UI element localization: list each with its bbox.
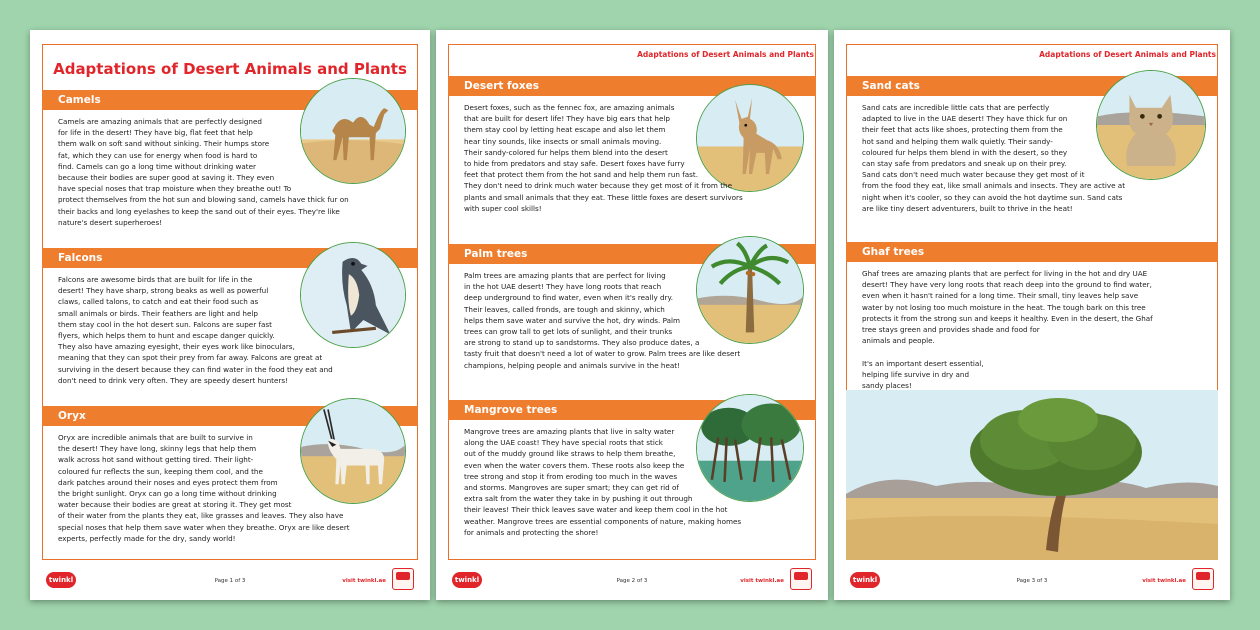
- site-link[interactable]: visit twinkl.ae: [342, 578, 386, 584]
- text-line: are like tiny desert adventurers, built to thrive in the heat!: [862, 203, 1073, 213]
- text-line: Oryx are incredible animals that are built to survive in: [58, 433, 253, 442]
- text-line: tree stays green and provides shade and food for: [862, 325, 1040, 335]
- text-line: Their sandy-colored fur helps them blend into the desert: [464, 147, 668, 157]
- text-line: experts, perfectly made for the dry, sandy world!: [58, 533, 236, 543]
- text-line: hot sand and helping them walk quietly. Their sandy-: [862, 136, 1053, 146]
- text-line: walk across hot sand without getting tired. Their light-: [58, 455, 254, 465]
- site-link[interactable]: visit twinkl.ae: [1142, 578, 1186, 584]
- text-line: desert! They have very long roots that reach deep into the ground to find water,: [862, 280, 1152, 290]
- heading-text: Mangrove trees: [464, 404, 558, 416]
- text-line: Their leaves, called fronds, are tough and skinny, which: [464, 304, 665, 314]
- page-number: Page 1 of 3: [214, 578, 246, 584]
- text-line: their feet that acts like shoes, protecting them from the: [862, 125, 1063, 135]
- text-line: extra salt from the water they take in by pushing it out through: [464, 494, 693, 504]
- text-line: their backs and long eyelashes to keep the sand out of their eyes. They're like: [58, 206, 340, 216]
- text-line: water because their bodies are great at storing it. They get most: [58, 500, 292, 510]
- text-line: from the food they eat, like small animals and insects. They are active at: [862, 181, 1126, 191]
- text-line: nature's desert superheroes!: [58, 217, 163, 227]
- ghaf-tree-illustration: [846, 390, 1218, 560]
- text-line: dark patches around their noses and eyes protect them from: [58, 477, 278, 487]
- page-number: Page 3 of 3: [1016, 578, 1048, 584]
- text-line: helps them save water and survive the hot, dry winds. Palm: [464, 315, 680, 325]
- heading-text: Palm trees: [464, 248, 528, 260]
- text-line: the desert! They have long, skinny legs that help them: [58, 444, 257, 454]
- desert-foxes-text: [464, 102, 743, 214]
- heading-text: Desert foxes: [464, 80, 539, 92]
- text-line: plants and small animals that they eat. These little foxes are desert survivors: [464, 192, 743, 202]
- text-line: their leaves! Their thick leaves save water and keep them cool in the hot: [464, 505, 728, 515]
- badge-icon: [392, 568, 414, 590]
- site-link[interactable]: visit twinkl.ae: [740, 578, 784, 584]
- text-line: tree strong and stop it from eroding too much in the waves: [464, 471, 678, 481]
- text-line: Palm trees are amazing plants that are perfect for living: [464, 271, 666, 280]
- text-line: fat, which they can use for energy when food is hard to: [58, 150, 258, 160]
- page-3: [834, 30, 1230, 600]
- twinkl-logo: twinkl: [850, 572, 880, 588]
- badge-icon: [1192, 568, 1214, 590]
- text-line: that are built for desert life! They have big ears that help: [464, 114, 670, 124]
- text-line: coloured fur helps them blend in with the desert, so they: [862, 147, 1068, 157]
- text-line: surviving in the desert because they can find water in the food they eat and: [58, 364, 333, 374]
- text-line: for life in the desert! They have big, flat feet that help: [58, 128, 253, 138]
- oryx-text: [58, 432, 350, 544]
- text-line: to hide from predators and stay safe. Desert foxes have furry: [464, 159, 685, 169]
- falcons-text: [58, 274, 333, 386]
- document-title: Adaptations of Desert Animals and Plants: [53, 60, 407, 78]
- text-line: them stay cool in the hot desert sun. Falcons are super fast: [58, 319, 272, 329]
- text-line: the bright sunlight. Oryx can go a long time without drinking: [58, 489, 277, 499]
- ghaf-trees-text: [862, 268, 1153, 346]
- camels-text: [58, 116, 349, 228]
- heading-text: Sand cats: [862, 80, 920, 92]
- text-line: for animals and protecting the shore!: [464, 527, 599, 537]
- text-line: They also have amazing eyesight, their eyes work like binoculars,: [58, 342, 295, 352]
- text-line: animals and people.: [862, 336, 935, 346]
- text-line: They don't need to drink much water because they get most of it from the: [464, 181, 733, 191]
- text-line: sandy places!: [862, 381, 912, 391]
- text-line: find. Camels can go a long time without drinking water: [58, 161, 256, 171]
- page-1: [30, 30, 430, 600]
- text-line: desert! They have sharp, strong beaks as well as powerful: [58, 286, 269, 296]
- text-line: trees can grow tall to get lots of sunlight, and their trunks: [464, 327, 673, 337]
- page-number: Page 2 of 3: [616, 578, 648, 584]
- text-line: don't need to drink very often. They are speedy desert hunters!: [58, 375, 288, 385]
- text-line: special noses that help them save water when they breathe. Oryx are like desert: [58, 522, 350, 532]
- section-heading-ghaf-trees: [846, 242, 1218, 262]
- text-line: Sand cats are incredible little cats that are perfectly: [862, 103, 1050, 112]
- text-line: them walk on soft sand without sinking. Their humps store: [58, 139, 270, 149]
- palm-trees-text: [464, 270, 740, 371]
- ghaf-closing-text: [862, 358, 984, 392]
- text-line: even when the water covers them. These roots also keep the: [464, 460, 685, 470]
- text-line: It's an important desert essential,: [862, 359, 984, 368]
- heading-text: Falcons: [58, 252, 103, 264]
- text-line: out of the muddy ground like straws to help them breathe,: [464, 449, 676, 459]
- text-line: Ghaf trees are amazing plants that are perfect for living in the hot and dry UAE: [862, 269, 1148, 278]
- mangrove-trees-text: [464, 426, 741, 538]
- running-head: Adaptations of Desert Animals and Plants: [637, 50, 814, 59]
- text-line: deep underground to find water, even when it's really dry.: [464, 293, 674, 303]
- text-line: of their water from the plants they eat, like grasses and leaves. They also have: [58, 511, 344, 521]
- text-line: Desert foxes, such as the fennec fox, are amazing animals: [464, 103, 675, 112]
- text-line: tasty fruit that doesn't need a lot of water to grow. Palm trees are like desert: [464, 349, 741, 359]
- running-head: Adaptations of Desert Animals and Plants: [1039, 50, 1216, 59]
- text-line: flyers, which helps them to hunt and escape danger quickly.: [58, 331, 275, 341]
- text-line: meaning that they can spot their prey from far away. Falcons are great at: [58, 353, 323, 363]
- text-line: are strong to stand up to sandstorms. They also produce dates, a: [464, 338, 700, 348]
- text-line: them stay cool by letting heat escape and also let them: [464, 125, 666, 135]
- badge-icon: [790, 568, 812, 590]
- text-line: feet that protect them from the hot sand and help them run fast.: [464, 170, 699, 180]
- twinkl-logo: twinkl: [452, 572, 482, 588]
- text-line: protect themselves from the hot sun and blowing sand, camels have thick fur on: [58, 195, 349, 205]
- text-line: have special noses that trap moisture when they breathe out! To: [58, 184, 292, 194]
- twinkl-logo: twinkl: [46, 572, 76, 588]
- text-line: champions, helping people and animals survive in the heat!: [464, 360, 680, 370]
- text-line: helping life survive in dry and: [862, 370, 970, 380]
- text-line: Falcons are awesome birds that are built for life in the: [58, 275, 253, 284]
- text-line: night when it's cooler, so they can avoid the hot daytime sun. Sand cats: [862, 192, 1123, 202]
- heading-text: Ghaf trees: [862, 246, 925, 258]
- page-2: [436, 30, 828, 600]
- text-line: claws, called talons, to catch and eat their food such as: [58, 297, 259, 307]
- text-line: small animals or birds. Their feathers are light and help: [58, 308, 258, 318]
- text-line: Camels are amazing animals that are perfectly designed: [58, 117, 262, 126]
- text-line: in the hot UAE desert! They have long roots that reach: [464, 282, 662, 292]
- text-line: protects it from the strong sun and keeps it healthy. Even in the desert, the Ghaf: [862, 313, 1153, 323]
- text-line: Mangrove trees are amazing plants that live in salty water: [464, 427, 675, 436]
- text-line: can stay safe from predators and sneak up on their prey.: [862, 159, 1067, 169]
- text-line: along the UAE coast! They have special roots that stick: [464, 438, 663, 448]
- sand-cats-text: [862, 102, 1125, 214]
- text-line: Sand cats don't need much water because they get most of it: [862, 170, 1085, 180]
- text-line: coloured fur reflects the sun, keeping them cool, and the: [58, 466, 263, 476]
- text-line: even when it hasn't rained for a long time. Their small, tiny leaves help save: [862, 291, 1139, 301]
- text-line: with super cool skills!: [464, 203, 542, 213]
- text-line: weather. Mangrove trees are essential components of nature, making homes: [464, 516, 742, 526]
- text-line: and storms. Mangroves are super smart; they can get rid of: [464, 483, 679, 493]
- text-line: adapted to live in the UAE desert! They have thick fur on: [862, 114, 1068, 124]
- text-line: water by not losing too much moisture in the heat. The tough bark on this tree: [862, 302, 1146, 312]
- text-line: hear tiny sounds, like insects or small animals moving.: [464, 136, 662, 146]
- heading-text: Oryx: [58, 410, 86, 422]
- heading-text: Camels: [58, 94, 101, 106]
- text-line: because their bodies are super good at saving it. They even: [58, 173, 275, 183]
